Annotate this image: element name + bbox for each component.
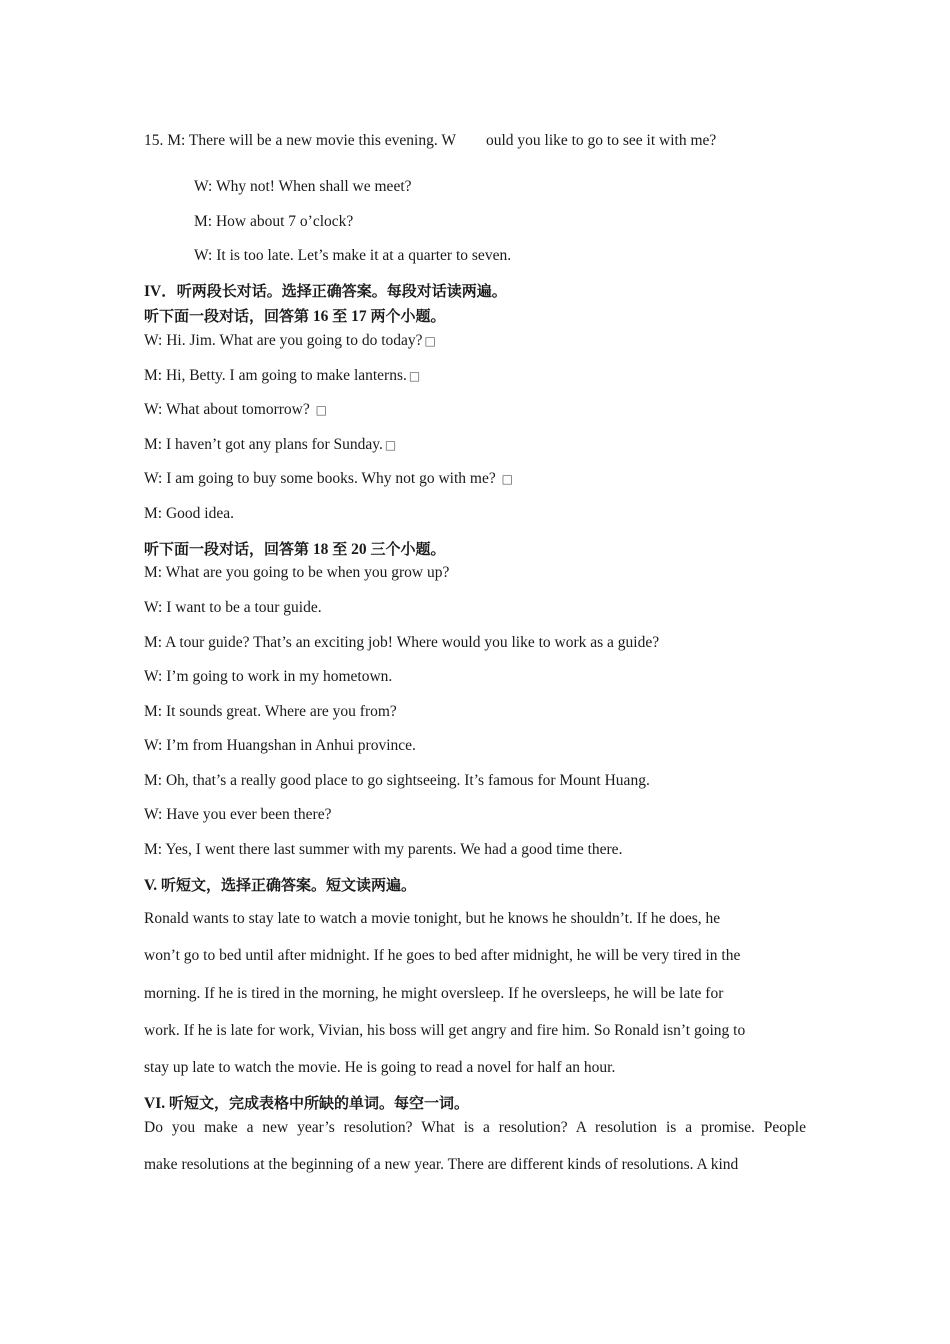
dialog1-line: [144, 435, 396, 455]
dialog2-heading: [144, 539, 446, 560]
dialog2-line: M: It sounds great. Where are you from?: [144, 703, 397, 720]
section-vi-title: 听短文，完成表格中所缺的单词。每空一词。: [168, 1094, 469, 1112]
section-vi-number: VI.: [144, 1095, 169, 1112]
passage-v-line: morning. If he is tired in the morning, he might oversleep. If he oversleeps, he will be late for: [144, 985, 724, 1002]
dialog1-heading-num: 17: [347, 308, 371, 325]
dialog2-heading-num: 18: [309, 541, 333, 558]
box-glyph: □: [408, 369, 421, 383]
passage-vi-line: Do you make a new year’s resolution? What is a resolution? A resolution is a promise. People: [144, 1119, 806, 1136]
box-glyph: □: [315, 403, 327, 417]
dialog2-heading-part: 至: [332, 540, 348, 558]
q15-text-a: 15. M: There will be a new movie this evening. W: [144, 132, 456, 149]
q15-text-b: ould you like to go to see it with me?: [485, 132, 717, 149]
section-iv-title: 听两段长对话。选择正确答案。每段对话读两遍。: [176, 282, 507, 300]
dialog1-line: [144, 469, 513, 489]
passage-v-line: stay up late to watch the movie. He is going to read a novel for half an hour.: [144, 1059, 616, 1076]
passage-v-line: Ronald wants to stay late to watch a movie tonight, but he knows he shouldn’t. If he does, he: [144, 910, 721, 927]
dialog1-line: [144, 331, 436, 351]
passage-v-line: work. If he is late for work, Vivian, his boss will get angry and fire him. So Ronald isn’t going to: [144, 1022, 746, 1039]
dialog1-line-text: W: Hi. Jim. What are you going to do today?: [144, 332, 423, 349]
box-glyph: □: [384, 438, 397, 452]
section-iv-number: IV．: [144, 283, 177, 300]
dialog2-heading-part: 三个小题。: [370, 540, 446, 558]
dialog2-line: W: I’m from Huangshan in Anhui province.: [144, 737, 416, 754]
dialog1-line-text: W: What about tomorrow?: [144, 401, 314, 418]
box-glyph: □: [424, 334, 436, 348]
section-v-title: 听短文，选择正确答案。短文读两遍。: [160, 876, 416, 894]
dialog2-line: M: A tour guide? That’s an exciting job! Where would you like to work as a guide?: [144, 634, 660, 651]
dialog1-heading-num: 16: [309, 308, 333, 325]
dialog1-line-text: M: Hi, Betty. I am going to make lanterns.: [144, 367, 407, 384]
dialog1-heading-part: 两个小题。: [370, 307, 446, 325]
dialog2-line: M: Oh, that’s a really good place to go sightseeing. It’s famous for Mount Huang.: [144, 772, 650, 789]
dialog1-line: M: Good idea.: [144, 505, 234, 522]
section-v-heading: [144, 875, 416, 896]
passage-vi-line: make resolutions at the beginning of a new year. There are different kinds of resolutions. A kind: [144, 1156, 739, 1173]
box-glyph: □: [501, 472, 513, 486]
section-iv-heading: [144, 281, 507, 302]
passage-v-line: won’t go to bed until after midnight. If he goes to bed after midnight, he will be very tired in the: [144, 947, 741, 964]
dialog2-line: W: Have you ever been there?: [144, 806, 332, 823]
dialog2-heading-part: 听下面一段对话，回答第: [144, 540, 310, 558]
q15-dialog-line: W: It is too late. Let’s make it at a quarter to seven.: [194, 247, 512, 264]
section-v-number: V.: [144, 877, 161, 894]
dialog1-heading: [144, 306, 446, 327]
dialog2-heading-num: 20: [347, 541, 371, 558]
q15-dialog-line: W: Why not! When shall we meet?: [194, 178, 412, 195]
dialog1-line: [144, 400, 327, 420]
q15-line: [144, 131, 716, 151]
dialog1-line-text: W: I am going to buy some books. Why not go with me?: [144, 470, 500, 487]
dialog1-line: [144, 366, 420, 386]
dialog2-line: W: I want to be a tour guide.: [144, 599, 322, 616]
dialog2-line: W: I’m going to work in my hometown.: [144, 668, 393, 685]
dialog1-heading-part: 听下面一段对话，回答第: [144, 307, 310, 325]
dialog2-line: M: What are you going to be when you grow up?: [144, 564, 450, 581]
section-vi-heading: [144, 1093, 469, 1114]
dialog1-line-text: M: I haven’t got any plans for Sunday.: [144, 436, 383, 453]
dialog2-line: M: Yes, I went there last summer with my parents. We had a good time there.: [144, 841, 623, 858]
q15-dialog-line: M: How about 7 o’clock?: [194, 213, 354, 230]
dialog1-heading-part: 至: [332, 307, 348, 325]
